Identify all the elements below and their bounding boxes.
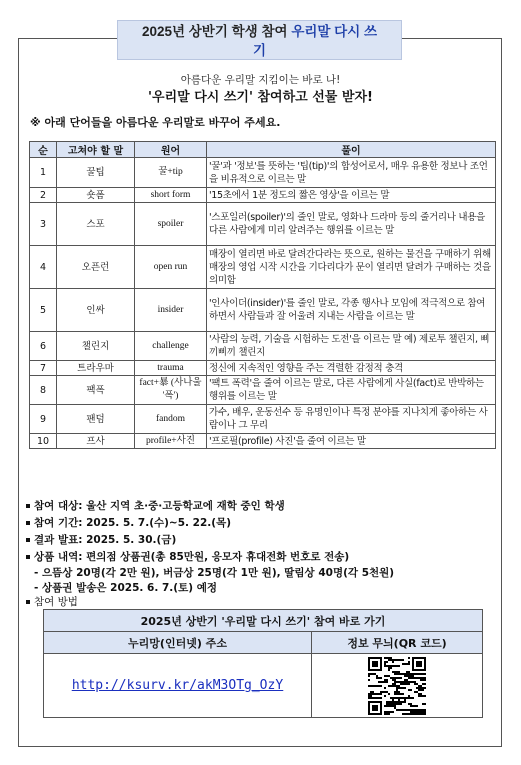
row-origin: trauma bbox=[135, 361, 207, 376]
row-word: 팩폭 bbox=[57, 376, 135, 405]
row-origin: profile+사진 bbox=[135, 434, 207, 449]
row-word: 꿀팁 bbox=[57, 158, 135, 188]
row-word: 오픈런 bbox=[57, 246, 135, 289]
bullet-icon bbox=[26, 600, 30, 604]
row-number: 5 bbox=[30, 289, 57, 332]
header-meaning: 풀이 bbox=[207, 142, 496, 158]
row-meaning: '15초에서 1분 정도의 짧은 영상'을 이르는 말 bbox=[207, 188, 496, 203]
row-meaning: 정신에 지속적인 영향을 주는 격렬한 감정적 충격 bbox=[207, 361, 496, 376]
table-row bbox=[30, 376, 496, 405]
row-origin: fandom bbox=[135, 405, 207, 434]
row-number: 2 bbox=[30, 188, 57, 203]
info-prize: 상품 내역: 편의점 상품권(총 85만원, 응모자 휴대전화 번호로 전송) bbox=[26, 549, 349, 564]
row-number: 9 bbox=[30, 405, 57, 434]
table-row bbox=[30, 434, 496, 449]
info-period: 참여 기간: 2025. 5. 7.(수)~5. 22.(목) bbox=[26, 515, 231, 530]
row-number: 4 bbox=[30, 246, 57, 289]
bullet-icon bbox=[26, 538, 30, 542]
row-number: 8 bbox=[30, 376, 57, 405]
info-prize-detail-2: - 상품권 발송은 2025. 6. 7.(토) 예정 bbox=[34, 582, 217, 594]
url-header: 누리망(인터넷) 주소 bbox=[44, 632, 312, 654]
words-table-header bbox=[30, 142, 496, 158]
bullet-icon bbox=[26, 555, 30, 559]
title-prefix: 2025년 상반기 학생 참여 bbox=[141, 24, 292, 39]
page-title bbox=[117, 20, 402, 60]
table-row bbox=[30, 332, 496, 361]
row-number: 10 bbox=[30, 434, 57, 449]
qr-code-icon[interactable] bbox=[368, 657, 426, 715]
row-origin: short form bbox=[135, 188, 207, 203]
instruction-notice: ※ 아래 단어들을 아름다운 우리말로 바꾸어 주세요. bbox=[30, 116, 281, 129]
table-row bbox=[30, 188, 496, 203]
table-row bbox=[30, 361, 496, 376]
row-origin: 꿀+tip bbox=[135, 158, 207, 188]
words-table bbox=[29, 141, 496, 449]
row-number: 6 bbox=[30, 332, 57, 361]
qr-header: 정보 무늬(QR 코드) bbox=[312, 632, 483, 654]
row-word: 인싸 bbox=[57, 289, 135, 332]
table-row bbox=[30, 289, 496, 332]
row-word: 숏폼 bbox=[57, 188, 135, 203]
row-word: 팬덤 bbox=[57, 405, 135, 434]
intro-headline: '우리말 다시 쓰기' 참여하고 선물 받자! bbox=[148, 90, 373, 105]
row-origin: challenge bbox=[135, 332, 207, 361]
row-meaning: '프로필(profile) 사진'을 줄여 이르는 말 bbox=[207, 434, 496, 449]
row-meaning: '꿀'과 '정보'를 뜻하는 '팁(tip)'의 합성어로서, 매우 유용한 정보나 조언을 비유적으로 이르는 말 bbox=[207, 158, 496, 188]
row-meaning: '팩트 폭력'을 줄여 이르는 말로, 다른 사람에게 사실(fact)로 반박하는 행위를 이르는 말 bbox=[207, 376, 496, 405]
row-meaning: '사람의 능력, 기술을 시험하는 도전'을 이르는 말 예) 제로투 챌린지, 삐끼삐끼 챌린지 bbox=[207, 332, 496, 361]
row-origin: spoiler bbox=[135, 203, 207, 246]
info-prize-detail-1: - 으뜸상 20명(각 2만 원), 버금상 25명(각 1만 원), 딸림상 40명(각 5천원) bbox=[34, 567, 395, 579]
row-origin: fact+暴 (사나울 '폭') bbox=[135, 376, 207, 405]
intro-subtitle: 아름다운 우리말 지킴이는 바로 나! bbox=[180, 74, 341, 86]
row-origin: insider bbox=[135, 289, 207, 332]
participation-title: 2025년 상반기 '우리말 다시 쓰기' 참여 바로 가기 bbox=[44, 610, 483, 632]
info-target: 참여 대상: 울산 지역 초·중·고등학교에 재학 중인 학생 bbox=[26, 498, 285, 513]
row-meaning: 가수, 배우, 운동선수 등 유명인이나 특정 분야를 지나치게 좋아하는 사람이나 그 무리 bbox=[207, 405, 496, 434]
table-row bbox=[30, 158, 496, 188]
row-meaning: '스포일러(spoiler)'의 줄인 말로, 영화나 드라마 등의 줄거리나 내용을 다른 사람에게 미리 알려주는 행위를 이르는 말 bbox=[207, 203, 496, 246]
title-line2: 기 bbox=[252, 43, 267, 58]
row-meaning: '인사이더(insider)'를 줄인 말로, 각종 행사나 모임에 적극적으로 참여하면서 사람들과 잘 어울려 지내는 사람을 이르는 말 bbox=[207, 289, 496, 332]
row-word: 스포 bbox=[57, 203, 135, 246]
header-no: 순 bbox=[30, 142, 57, 158]
row-number: 3 bbox=[30, 203, 57, 246]
info-result: 결과 발표: 2025. 5. 30.(금) bbox=[26, 532, 176, 547]
table-row bbox=[30, 203, 496, 246]
header-origin: 원어 bbox=[135, 142, 207, 158]
participation-table bbox=[43, 609, 483, 718]
row-word: 트라우마 bbox=[57, 361, 135, 376]
participation-link[interactable]: http://ksurv.kr/akM3OTg_OzY bbox=[71, 678, 284, 693]
info-method: 참여 방법 bbox=[26, 594, 78, 609]
table-row bbox=[30, 405, 496, 434]
row-word: 프사 bbox=[57, 434, 135, 449]
row-origin: open run bbox=[135, 246, 207, 289]
header-word: 고쳐야 할 말 bbox=[57, 142, 135, 158]
title-highlight: 우리말 다시 쓰 bbox=[291, 24, 378, 39]
bullet-icon bbox=[26, 504, 30, 508]
row-word: 챌린지 bbox=[57, 332, 135, 361]
row-number: 7 bbox=[30, 361, 57, 376]
row-number: 1 bbox=[30, 158, 57, 188]
row-meaning: 매장이 열리면 바로 달려간다라는 뜻으로, 원하는 물건을 구매하기 위해 매장의 영업 시작 시간을 기다리다가 문이 열리면 달려가 구매하는 것을 의미함 bbox=[207, 246, 496, 289]
bullet-icon bbox=[26, 521, 30, 525]
table-row bbox=[30, 246, 496, 289]
